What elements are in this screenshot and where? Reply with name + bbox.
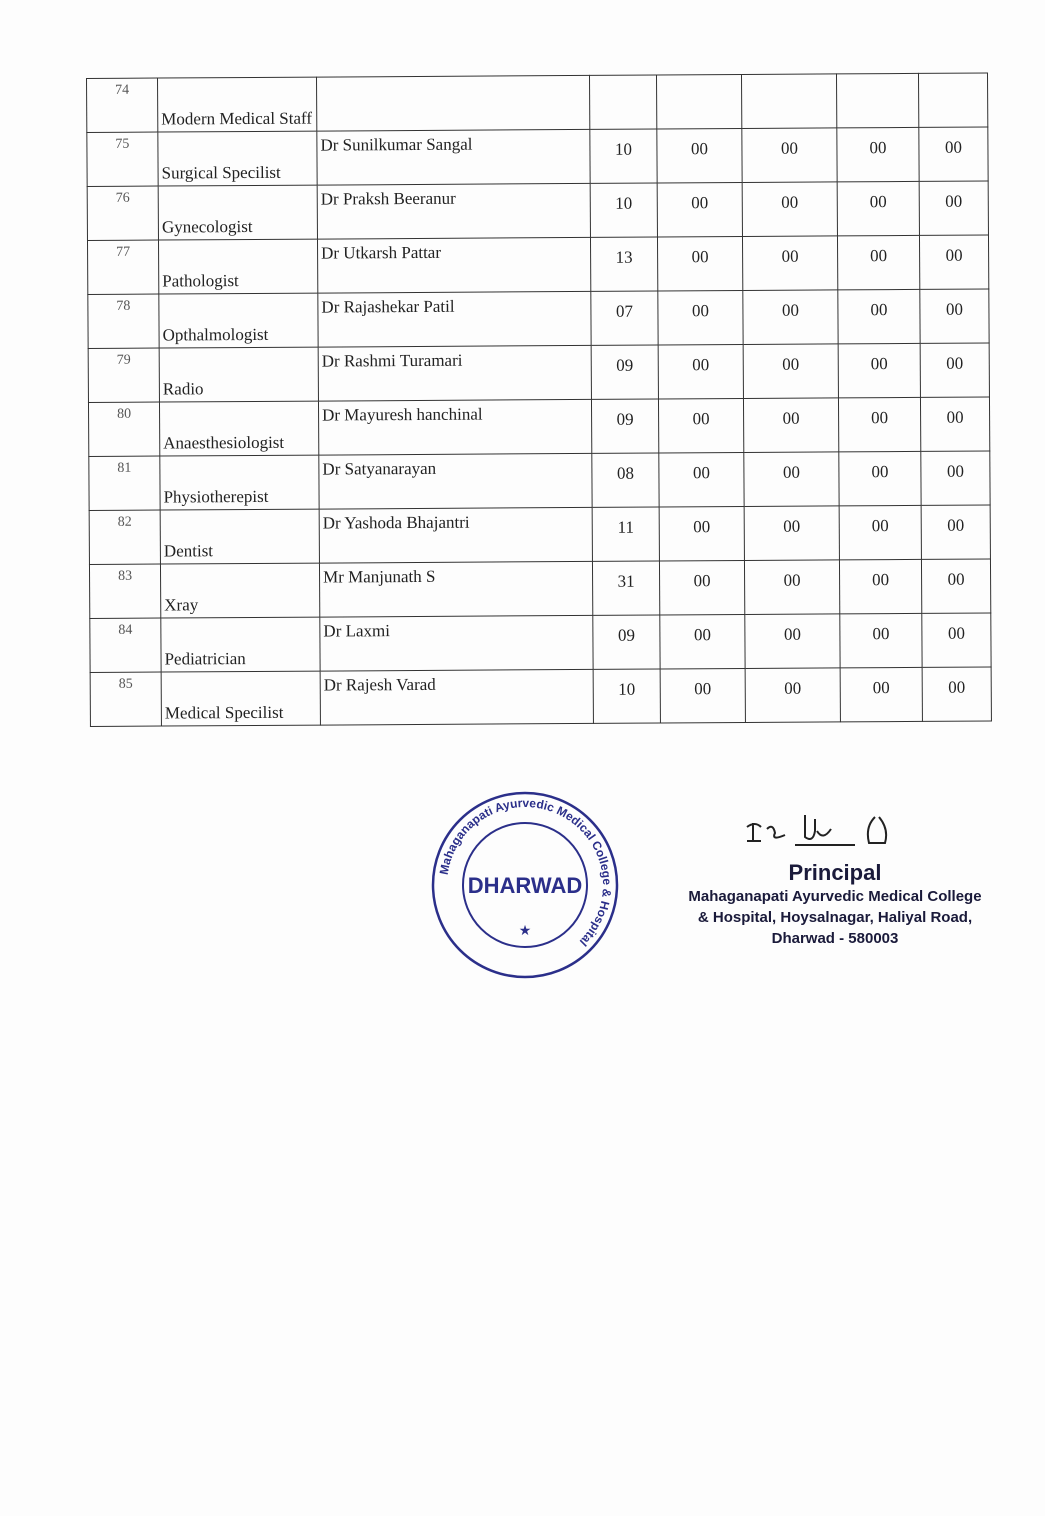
count-cell: 10 — [590, 183, 657, 237]
designation: Modern Medical Staff — [158, 77, 317, 132]
serial-number: 80 — [88, 402, 159, 456]
count-cell: 00 — [658, 398, 743, 453]
table-row — [88, 289, 989, 349]
count-cell: 00 — [838, 289, 920, 343]
count-cell: 00 — [657, 236, 742, 291]
count-cell: 00 — [659, 452, 744, 507]
count-cell: 00 — [660, 614, 745, 669]
table-row — [87, 235, 988, 295]
count-cell: 00 — [839, 559, 921, 613]
address-line-3: Dharwad - 580003 — [771, 930, 899, 947]
count-cell: 00 — [920, 397, 989, 451]
count-cell: 00 — [920, 343, 989, 397]
staff-name: Dr Satyanarayan — [319, 453, 592, 509]
serial-number: 84 — [90, 618, 161, 672]
count-cell: 00 — [837, 235, 919, 289]
count-cell: 00 — [744, 560, 839, 615]
count-cell: 00 — [742, 128, 837, 183]
staff-name: Mr Manjunath S — [319, 561, 592, 617]
count-cell: 00 — [920, 289, 989, 343]
serial-number: 76 — [87, 186, 158, 240]
designation: Pathologist — [158, 239, 317, 294]
count-cell: 09 — [593, 615, 660, 669]
count-cell: 00 — [742, 182, 837, 237]
count-cell: 00 — [839, 451, 921, 505]
count-cell: 00 — [743, 344, 838, 399]
serial-number: 85 — [90, 672, 161, 726]
signatory-title: Principal — [788, 860, 882, 885]
count-cell: 09 — [591, 399, 658, 453]
serial-number: 79 — [88, 348, 159, 402]
staff-name: Dr Mayuresh hanchinal — [318, 399, 591, 455]
designation: Physiotherepist — [160, 455, 319, 510]
count-cell: 00 — [838, 397, 920, 451]
designation: Pediatrician — [161, 617, 320, 672]
count-cell: 00 — [744, 506, 839, 561]
count-cell: 00 — [921, 451, 990, 505]
staff-name: Dr Rajashekar Patil — [318, 291, 591, 347]
count-cell: 10 — [593, 669, 660, 723]
table-row — [89, 451, 990, 511]
count-cell: 00 — [660, 668, 745, 723]
count-cell: 07 — [591, 291, 658, 345]
table-row — [88, 397, 989, 457]
staff-name: Dr Praksh Beeranur — [317, 183, 590, 239]
count-cell: 00 — [657, 182, 742, 237]
handwritten-signature — [735, 805, 935, 855]
count-cell: 00 — [659, 506, 744, 561]
serial-number: 81 — [89, 456, 160, 510]
serial-number: 74 — [87, 78, 158, 132]
count-cell: 31 — [592, 561, 659, 615]
count-cell: 00 — [838, 343, 920, 397]
count-cell: 00 — [658, 344, 743, 399]
staff-table — [86, 72, 992, 726]
table-row — [87, 127, 988, 187]
table-row — [89, 505, 990, 565]
serial-number: 82 — [89, 510, 160, 564]
count-cell: 09 — [591, 345, 658, 399]
count-cell — [836, 73, 918, 127]
count-cell: 00 — [657, 128, 742, 183]
star-icon: ★ — [518, 924, 532, 939]
serial-number: 78 — [88, 294, 159, 348]
count-cell: 00 — [743, 398, 838, 453]
seal-center-text: DHARWAD — [467, 873, 583, 898]
designation: Dentist — [160, 509, 319, 564]
count-cell: 00 — [919, 235, 988, 289]
table-row — [90, 667, 991, 727]
staff-name: Dr Utkarsh Pattar — [317, 237, 590, 293]
count-cell — [589, 75, 656, 129]
count-cell: 00 — [745, 614, 840, 669]
table-row — [88, 343, 989, 403]
count-cell: 11 — [592, 507, 659, 561]
serial-number: 75 — [87, 132, 158, 186]
count-cell: 00 — [744, 452, 839, 507]
count-cell — [918, 73, 987, 127]
table-row — [90, 613, 991, 673]
designation: Radio — [159, 347, 318, 402]
count-cell: 00 — [840, 613, 922, 667]
count-cell: 08 — [592, 453, 659, 507]
staff-name: Dr Rajesh Varad — [320, 669, 593, 725]
count-cell: 00 — [922, 667, 991, 721]
designation: Gynecologist — [158, 185, 317, 240]
count-cell: 00 — [921, 505, 990, 559]
designation: Opthalmologist — [159, 293, 318, 348]
count-cell: 00 — [742, 236, 837, 291]
designation: Anaesthesiologist — [159, 401, 318, 456]
address-line-1: Mahaganapati Ayurvedic Medical College — [688, 888, 982, 905]
count-cell: 00 — [839, 505, 921, 559]
count-cell: 00 — [743, 290, 838, 345]
seal-ring-text: Mahaganapati Ayurvedic Medical College & Hospital — [436, 795, 615, 950]
staff-name: Dr Rashmi Turamari — [318, 345, 591, 401]
count-cell: 13 — [590, 237, 657, 291]
count-cell — [656, 74, 741, 129]
college-seal — [430, 790, 620, 980]
staff-name: Dr Yashoda Bhajantri — [319, 507, 592, 563]
staff-name: Dr Sunilkumar Sangal — [317, 129, 590, 185]
count-cell: 00 — [919, 181, 988, 235]
staff-name: Dr Laxmi — [320, 615, 593, 671]
designation: Xray — [160, 563, 319, 618]
count-cell: 00 — [658, 290, 743, 345]
count-cell: 00 — [745, 668, 840, 723]
count-cell: 10 — [590, 129, 657, 183]
count-cell: 00 — [922, 613, 991, 667]
table-row — [87, 181, 988, 241]
designation: Medical Specilist — [161, 671, 320, 726]
serial-number: 83 — [89, 564, 160, 618]
staff-name — [316, 75, 589, 131]
count-cell: 00 — [919, 127, 988, 181]
count-cell: 00 — [921, 559, 990, 613]
table-row — [87, 73, 988, 133]
count-cell: 00 — [837, 181, 919, 235]
designation: Surgical Specilist — [158, 131, 317, 186]
serial-number: 77 — [87, 240, 158, 294]
principal-signature-block — [650, 805, 1020, 949]
count-cell — [741, 74, 836, 129]
table-row — [89, 559, 990, 619]
count-cell: 00 — [840, 667, 922, 721]
address-line-2: & Hospital, Hoysalnagar, Haliyal Road, — [697, 909, 973, 926]
count-cell: 00 — [837, 127, 919, 181]
count-cell: 00 — [659, 560, 744, 615]
